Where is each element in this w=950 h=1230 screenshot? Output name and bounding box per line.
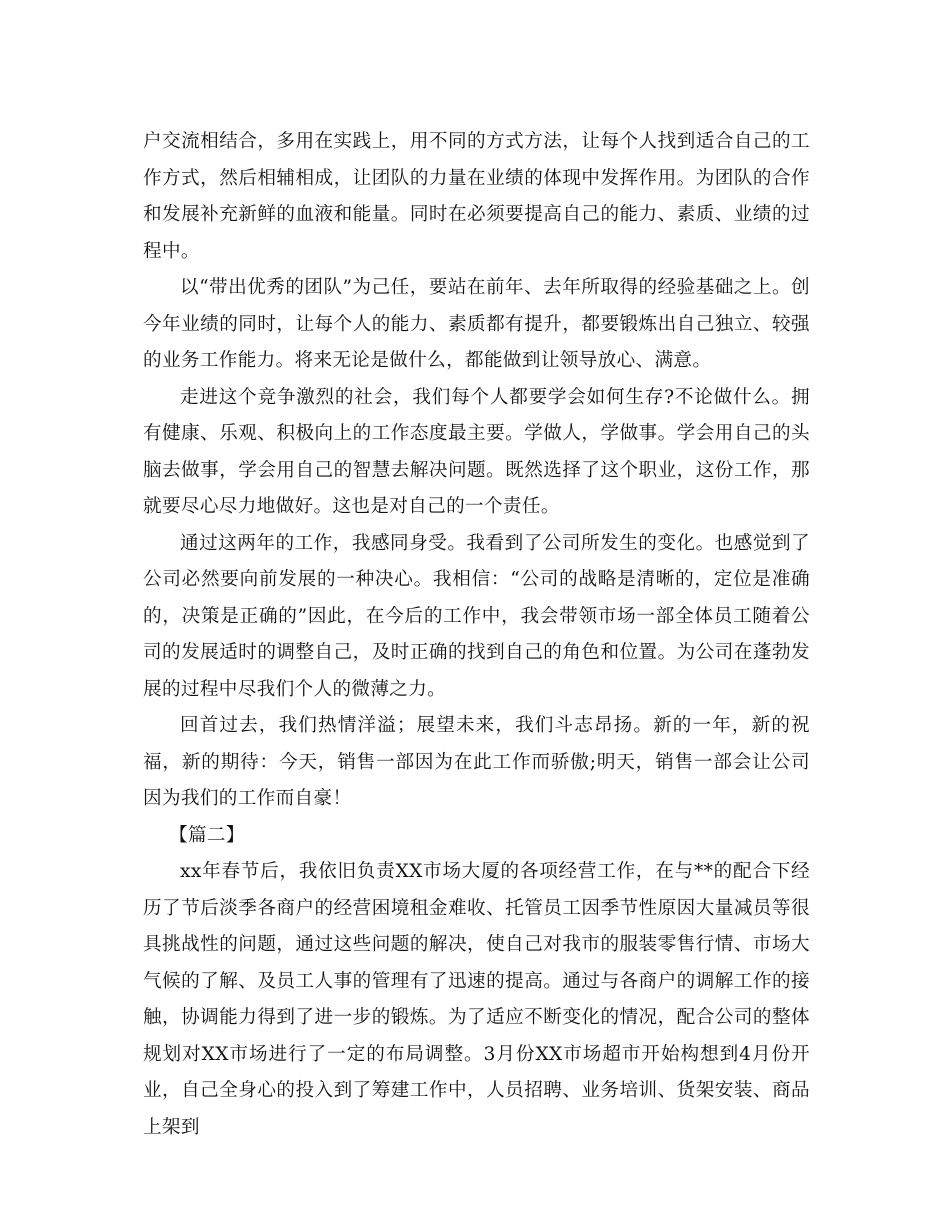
paragraph-work-attitude: 走进这个竞争激烈的社会，我们每个人都要学会如何生存?不论做什么。拥有健康、乐观、积极向上的工作态度最主要。学做人，学做事。学会用自己的头脑去做事，学会用自己的智慧去解决问题。既然选择了这个职业，这份工作，那就要尽心尽力地做好。这也是对自己的一个责任。 (143, 386, 810, 517)
paragraph-looking-forward: 回首过去，我们热情洋溢；展望未来，我们斗志昂扬。新的一年，新的祝福，新的期待：今天，销售一部因为在此工作而骄傲;明天，销售一部会让公司因为我们的工作而自豪！ (143, 715, 810, 809)
paragraph-team-goal: 以“带出优秀的团队”为己任，要站在前年、去年所取得的经验基础之上。创今年业绩的同时，让每个人的能力、素质都有提升，都要锻炼出自己独立、较强的业务工作能力。将来无论是做什么，都能做到让领导放心、满意。 (143, 277, 810, 371)
paragraph-company-strategy: 通过这两年的工作，我感同身受。我看到了公司所发生的变化。也感觉到了公司必然要向前发展的一种决心。我相信：“公司的战略是清晰的，定位是准确的，决策是正确的”因此，在今后的工作中，我会带领市场一部全体员工随着公司的发展适时的调整自己，及时正确的找到自己的角色和位置。为公司在蓬勃发展的过程中尽我们个人的微薄之力。 (143, 532, 810, 700)
paragraph-continuation: 户交流相结合，多用在实践上，用不同的方式方法，让每个人找到适合自己的工作方式，然后相辅相成，让团队的力量在业绩的体现中发挥作用。为团队的合作和发展补充新鲜的血液和能量。同时在必须要提高自己的能力、素质、业绩的过程中。 (143, 131, 810, 262)
document-page (143, 124, 810, 1146)
paragraph-section-two: xx年春节后，我依旧负责XX市场大厦的各项经营工作，在与**的配合下经历了节后淡季各商户的经营困境租金难收、托管员工因季节性原因大量减员等很具挑战性的问题，通过这些问题的解决，使自己对我市的服装零售行情、市场大气候的了解、及员工人事的管理有了迅速的提高。通过与各商户的调解工作的接触，协调能力得到了进一步的锻炼。为了适应不断变化的情况，配合公司的整体规划对XX市场进行了一定的布局调整。3月份XX市场超市开始构想到4月份开业，自己全身心的投入到了筹建工作中，人员招聘、业务培训、货架安装、商品上架到 (143, 861, 810, 1138)
section-heading: 【篇二】 (169, 824, 245, 846)
